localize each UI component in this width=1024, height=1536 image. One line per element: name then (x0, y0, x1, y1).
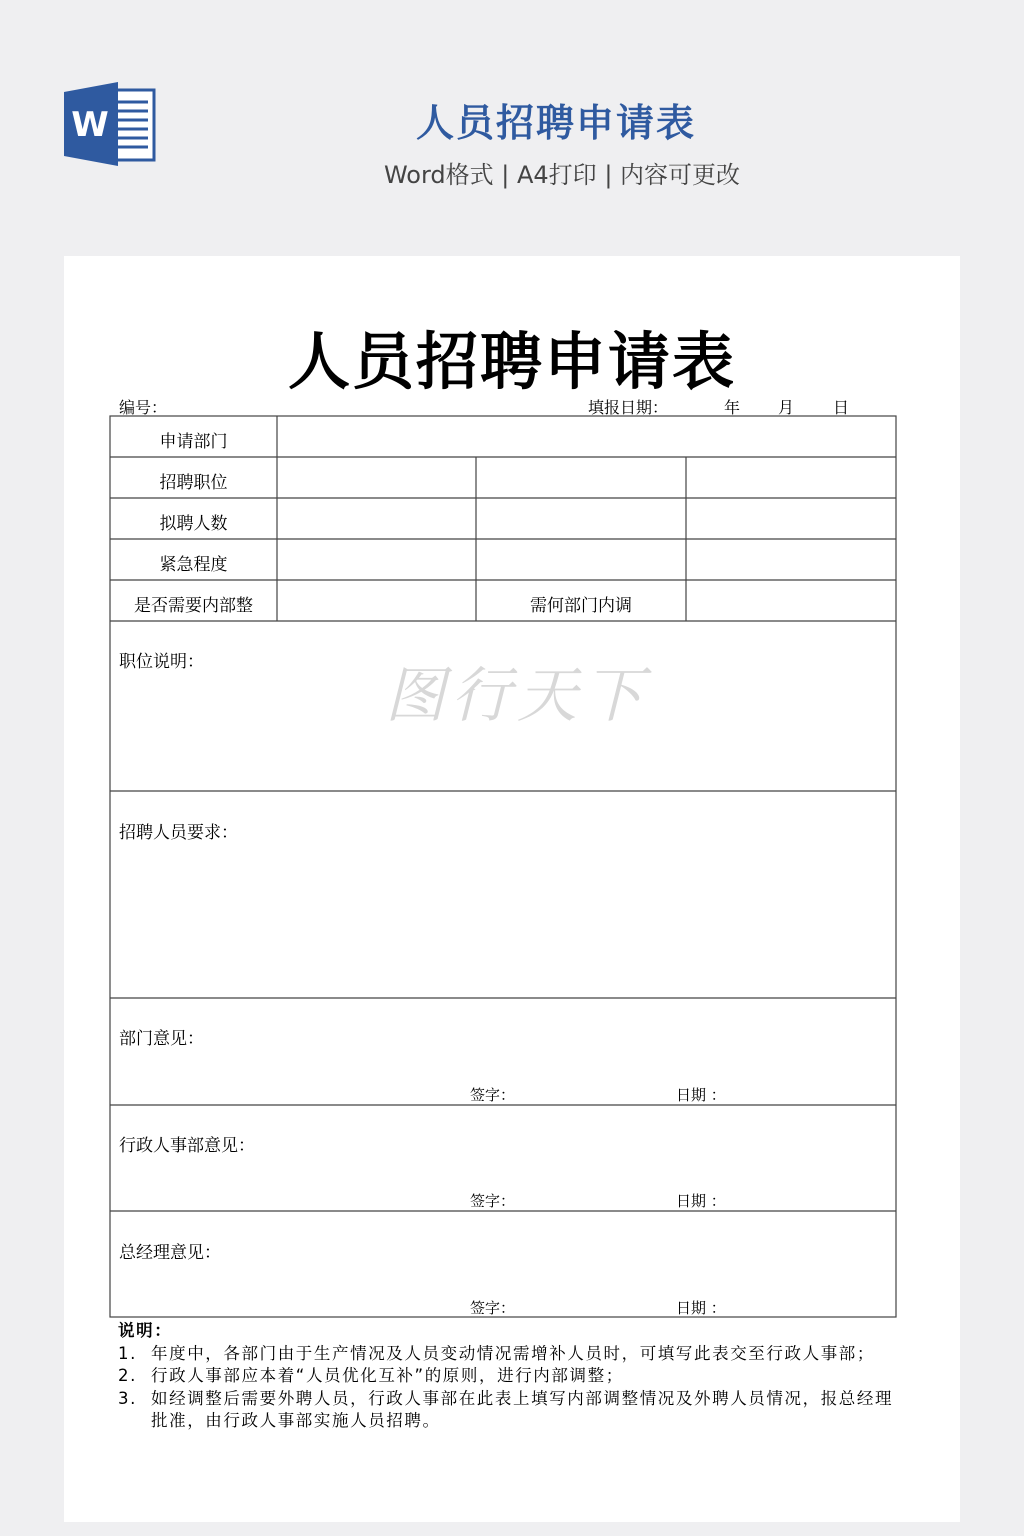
word-icon-letter: W (71, 105, 109, 145)
year-label: 年 (724, 398, 741, 417)
field-position-3[interactable] (687, 458, 895, 497)
field-urgency-1[interactable] (278, 540, 475, 579)
date-label: 填报日期： (588, 398, 669, 417)
month-label: 月 (778, 398, 795, 417)
field-urgency-3[interactable] (687, 540, 895, 579)
section-hr-opinion: 行政人事部意见： (119, 1136, 255, 1156)
gm-sign-label: 签字： (470, 1299, 516, 1317)
note-text: 行政人事部应本着“人员优化互补”的原则，进行内部调整； (151, 1366, 624, 1385)
number-label: 编号： (119, 398, 168, 417)
section-dept-opinion: 部门意见： (119, 1029, 204, 1049)
field-department[interactable] (278, 417, 895, 456)
note-item (118, 1388, 908, 1433)
hr-date-label: 日期 ： (676, 1192, 726, 1210)
dept-date-label: 日期 ： (676, 1086, 726, 1104)
banner (0, 0, 1024, 250)
notes-heading: 说明： (118, 1321, 173, 1340)
note-item (118, 1365, 908, 1388)
note-number: 3. (118, 1388, 137, 1408)
field-position-1[interactable] (278, 458, 475, 497)
field-headcount-2[interactable] (477, 499, 685, 538)
field-internal-adjust[interactable] (278, 581, 475, 620)
note-number: 1. (118, 1343, 137, 1363)
section-job-description: 职位说明： (119, 652, 204, 672)
notes (118, 1320, 908, 1433)
label-which-dept: 需何部门内调 (530, 596, 632, 616)
label-internal-adjust: 是否需要内部整 (134, 596, 253, 616)
label-department: 申请部门 (159, 432, 228, 452)
dept-sign-label: 签字： (470, 1086, 516, 1104)
note-item (118, 1343, 908, 1366)
label-urgency: 紧急程度 (159, 555, 228, 575)
field-which-dept[interactable] (687, 581, 895, 620)
field-urgency-2[interactable] (477, 540, 685, 579)
banner-subtitle: Word格式 | A4打印 | 内容可更改 (383, 161, 741, 189)
label-position: 招聘职位 (159, 473, 228, 493)
field-headcount-1[interactable] (278, 499, 475, 538)
gm-date-label: 日期 ： (676, 1299, 726, 1317)
watermark: 图行天下 (385, 661, 649, 731)
day-label: 日 (833, 398, 850, 417)
note-number: 2. (118, 1366, 137, 1385)
section-gm-opinion: 总经理意见： (119, 1243, 221, 1263)
document-title: 人员招聘申请表 (287, 325, 736, 398)
hr-sign-label: 签字： (470, 1192, 516, 1210)
label-headcount: 拟聘人数 (159, 514, 228, 534)
section-requirements: 招聘人员要求： (119, 823, 238, 843)
note-text: 如经调整后需要外聘人员，行政人事部在此表上填写内部调整情况及外聘人员情况，报总经理批准，由行政人事部实施人员招聘。 (151, 1388, 894, 1430)
field-headcount-3[interactable] (687, 499, 895, 538)
field-position-2[interactable] (477, 458, 685, 497)
banner-title: 人员招聘申请表 (415, 101, 696, 145)
note-text: 年度中，各部门由于生产情况及人员变动情况需增补人员时，可填写此表交至行政人事部； (151, 1343, 875, 1363)
